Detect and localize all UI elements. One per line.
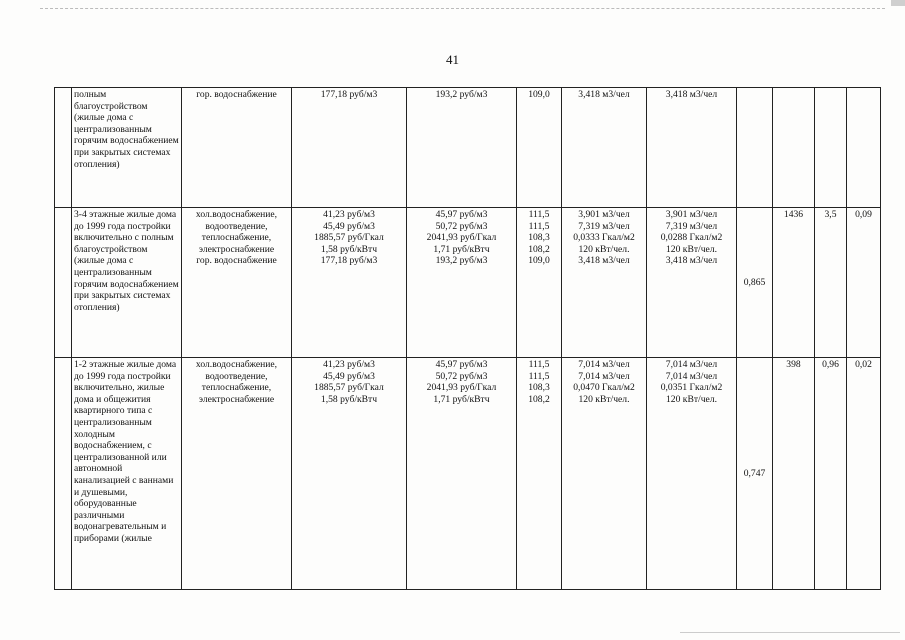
norm-new-cell	[647, 358, 737, 590]
last-value-cell-text: 0,02	[855, 359, 872, 370]
services-cell-line: электроснабжение	[198, 393, 275, 405]
table-row	[55, 88, 881, 208]
index-cell-line: 108,3	[528, 232, 550, 244]
tariff-new-cell-line: 2041,93 руб/Гкал	[426, 232, 497, 244]
norm-new-cell-line: 3,418 м3/чел	[665, 255, 718, 267]
tariff-new-cell-line: 1,71 руб/кВтч	[433, 393, 490, 405]
services-cell-line: теплоснабжение,	[201, 232, 272, 244]
count-cell-text: 1436	[783, 209, 804, 220]
index-cell-line: 109,0	[528, 255, 550, 267]
norm-new-cell-line: 120 кВт/чел.	[666, 393, 717, 405]
tariff-new-cell-line: 50,72 руб/м3	[435, 220, 488, 232]
norm-new-cell	[647, 88, 737, 208]
norm-new-cell-line: 3,418 м3/чел	[665, 89, 718, 100]
tariff-current-cell-line: 45,49 руб/м3	[323, 220, 375, 232]
last-value-cell-text: 0,09	[855, 209, 872, 220]
index-cell	[517, 358, 562, 590]
tariff-new-cell	[407, 208, 517, 358]
services-cell	[182, 208, 292, 358]
services-cell-line: теплоснабжение,	[201, 382, 272, 394]
housing-type-cell	[72, 358, 182, 590]
tariff-new-cell-line: 2041,93 руб/Гкал	[426, 382, 497, 394]
index-cell-line: 108,3	[528, 382, 550, 394]
index-cell	[517, 88, 562, 208]
norm-current-cell-line: 7,014 м3/чел	[578, 359, 630, 370]
tariff-new-cell-line: 45,97 руб/м3	[435, 209, 488, 220]
index-cell	[517, 208, 562, 358]
norm-current-cell	[562, 88, 647, 208]
services-cell-line: электроснабжение	[198, 243, 275, 255]
count-cell	[773, 358, 815, 590]
tariff-current-cell	[292, 208, 407, 358]
norm-new-cell-line: 0,0288 Гкал/м2	[660, 232, 723, 244]
services-cell-line: гор. водоснабжение	[196, 255, 277, 267]
services-cell-line: хол.водоснабжение,	[195, 359, 278, 370]
services-cell	[182, 358, 292, 590]
norm-current-cell-line: 120 кВт/чел.	[578, 393, 630, 405]
coefficient-cell-text: 0,747	[743, 467, 766, 479]
index-cell-line: 108,2	[528, 243, 550, 255]
tariff-new-cell-line: 193,2 руб/м3	[435, 255, 488, 267]
tariff-new-cell-line: 1,71 руб/кВтч	[433, 243, 490, 255]
norm-new-cell-line: 7,014 м3/чел	[665, 370, 718, 382]
tariff-current-cell-line: 45,49 руб/м3	[323, 370, 375, 382]
row-marker-cell	[55, 208, 72, 358]
norm-current-cell	[562, 208, 647, 358]
norm-new-cell-line: 7,014 м3/чел	[665, 359, 718, 370]
tariff-new-cell-line: 193,2 руб/м3	[435, 89, 488, 100]
tariff-new-cell	[407, 88, 517, 208]
housing-type-cell-text: 1-2 этажные жилые дома до 1999 года постройки включительно, жилые дома и общежития квартирного типа с централизованным холодным водоснабжением, с централизованной или автономной канализацией с ваннами и душевыми, оборудованные различными водонагревательным и приборами (жилые	[74, 359, 177, 544]
tariff-current-cell-line: 1885,57 руб/Гкал	[314, 382, 384, 394]
housing-type-cell	[72, 208, 182, 358]
tariff-current-cell-line: 177,18 руб/м3	[320, 89, 378, 100]
share-cell	[815, 208, 847, 358]
services-cell-line: хол.водоснабжение,	[195, 209, 278, 220]
scan-edge-top	[40, 8, 885, 9]
scan-corner-mark	[891, 0, 905, 6]
housing-type-cell	[72, 88, 182, 208]
index-cell-line: 109,0	[528, 89, 550, 100]
services-cell-line: водоотведение,	[205, 220, 268, 232]
norm-current-cell-line: 3,418 м3/чел	[578, 255, 630, 267]
coefficient-cell-text: 0,865	[743, 276, 766, 288]
share-cell	[815, 88, 847, 208]
tariff-current-cell-line: 1,58 руб/кВтч	[320, 243, 378, 255]
row-marker-cell	[55, 88, 72, 208]
tariff-current-cell	[292, 358, 407, 590]
coefficient-cell	[737, 358, 773, 590]
housing-type-cell-text: полным благоустройством (жилые дома с централизованным горячим водоснабжением при закрытых системах отопления)	[74, 89, 179, 170]
tariff-current-cell-line: 41,23 руб/м3	[323, 359, 375, 370]
norm-new-cell-line: 7,319 м3/чел	[665, 220, 718, 232]
norm-current-cell-line: 7,014 м3/чел	[578, 370, 630, 382]
index-cell-line: 111,5	[528, 370, 550, 382]
tariff-new-cell-line: 50,72 руб/м3	[435, 370, 488, 382]
count-cell	[773, 208, 815, 358]
norm-new-cell-line: 120 кВт/чел.	[666, 243, 717, 255]
tariff-current-cell-line: 1,58 руб/кВтч	[320, 393, 378, 405]
count-cell	[773, 88, 815, 208]
share-cell-text: 0,96	[822, 359, 839, 370]
services-cell	[182, 88, 292, 208]
index-cell-line: 111,5	[528, 359, 550, 370]
scan-edge-bottom	[680, 632, 900, 633]
norm-current-cell-line: 3,901 м3/чел	[578, 209, 630, 220]
last-value-cell	[847, 88, 881, 208]
housing-type-cell-text: 3-4 этажные жилые дома до 1999 года постройки включительно с полным благоустройством (жилые дома с централизованным горячим водоснабжением при закрытых системах отопления)	[74, 209, 179, 313]
table-row	[55, 208, 881, 358]
table-row	[55, 358, 881, 590]
index-cell-line: 111,5	[528, 220, 550, 232]
last-value-cell	[847, 358, 881, 590]
norm-new-cell	[647, 208, 737, 358]
norm-current-cell-line: 120 кВт/чел.	[578, 243, 630, 255]
tariff-current-cell-line: 177,18 руб/м3	[320, 255, 378, 267]
tariff-current-cell-line: 41,23 руб/м3	[323, 209, 375, 220]
norm-current-cell-line: 3,418 м3/чел	[578, 89, 630, 100]
tariff-new-cell-line: 45,97 руб/м3	[435, 359, 488, 370]
coefficient-cell	[737, 88, 773, 208]
table-body	[55, 88, 881, 590]
norm-current-cell-line: 0,0333 Гкал/м2	[573, 232, 635, 244]
norm-current-cell-line: 0,0470 Гкал/м2	[573, 382, 635, 394]
norm-new-cell-line: 0,0351 Гкал/м2	[660, 382, 723, 394]
share-cell-text: 3,5	[824, 209, 837, 220]
tariff-current-cell	[292, 88, 407, 208]
page-number: 41	[446, 52, 459, 67]
last-value-cell	[847, 208, 881, 358]
row-marker-cell	[55, 358, 72, 590]
tariff-new-cell	[407, 358, 517, 590]
index-cell-line: 108,2	[528, 393, 550, 405]
services-cell-line: водоотведение,	[205, 370, 268, 382]
norm-new-cell-line: 3,901 м3/чел	[665, 209, 718, 220]
norm-current-cell	[562, 358, 647, 590]
index-cell-line: 111,5	[528, 209, 550, 220]
tariff-current-cell-line: 1885,57 руб/Гкал	[314, 232, 384, 244]
share-cell	[815, 358, 847, 590]
tariff-table	[54, 87, 881, 590]
coefficient-cell	[737, 208, 773, 358]
norm-current-cell-line: 7,319 м3/чел	[578, 220, 630, 232]
services-cell-line: гор. водоснабжение	[196, 89, 277, 100]
count-cell-text: 398	[786, 359, 801, 370]
